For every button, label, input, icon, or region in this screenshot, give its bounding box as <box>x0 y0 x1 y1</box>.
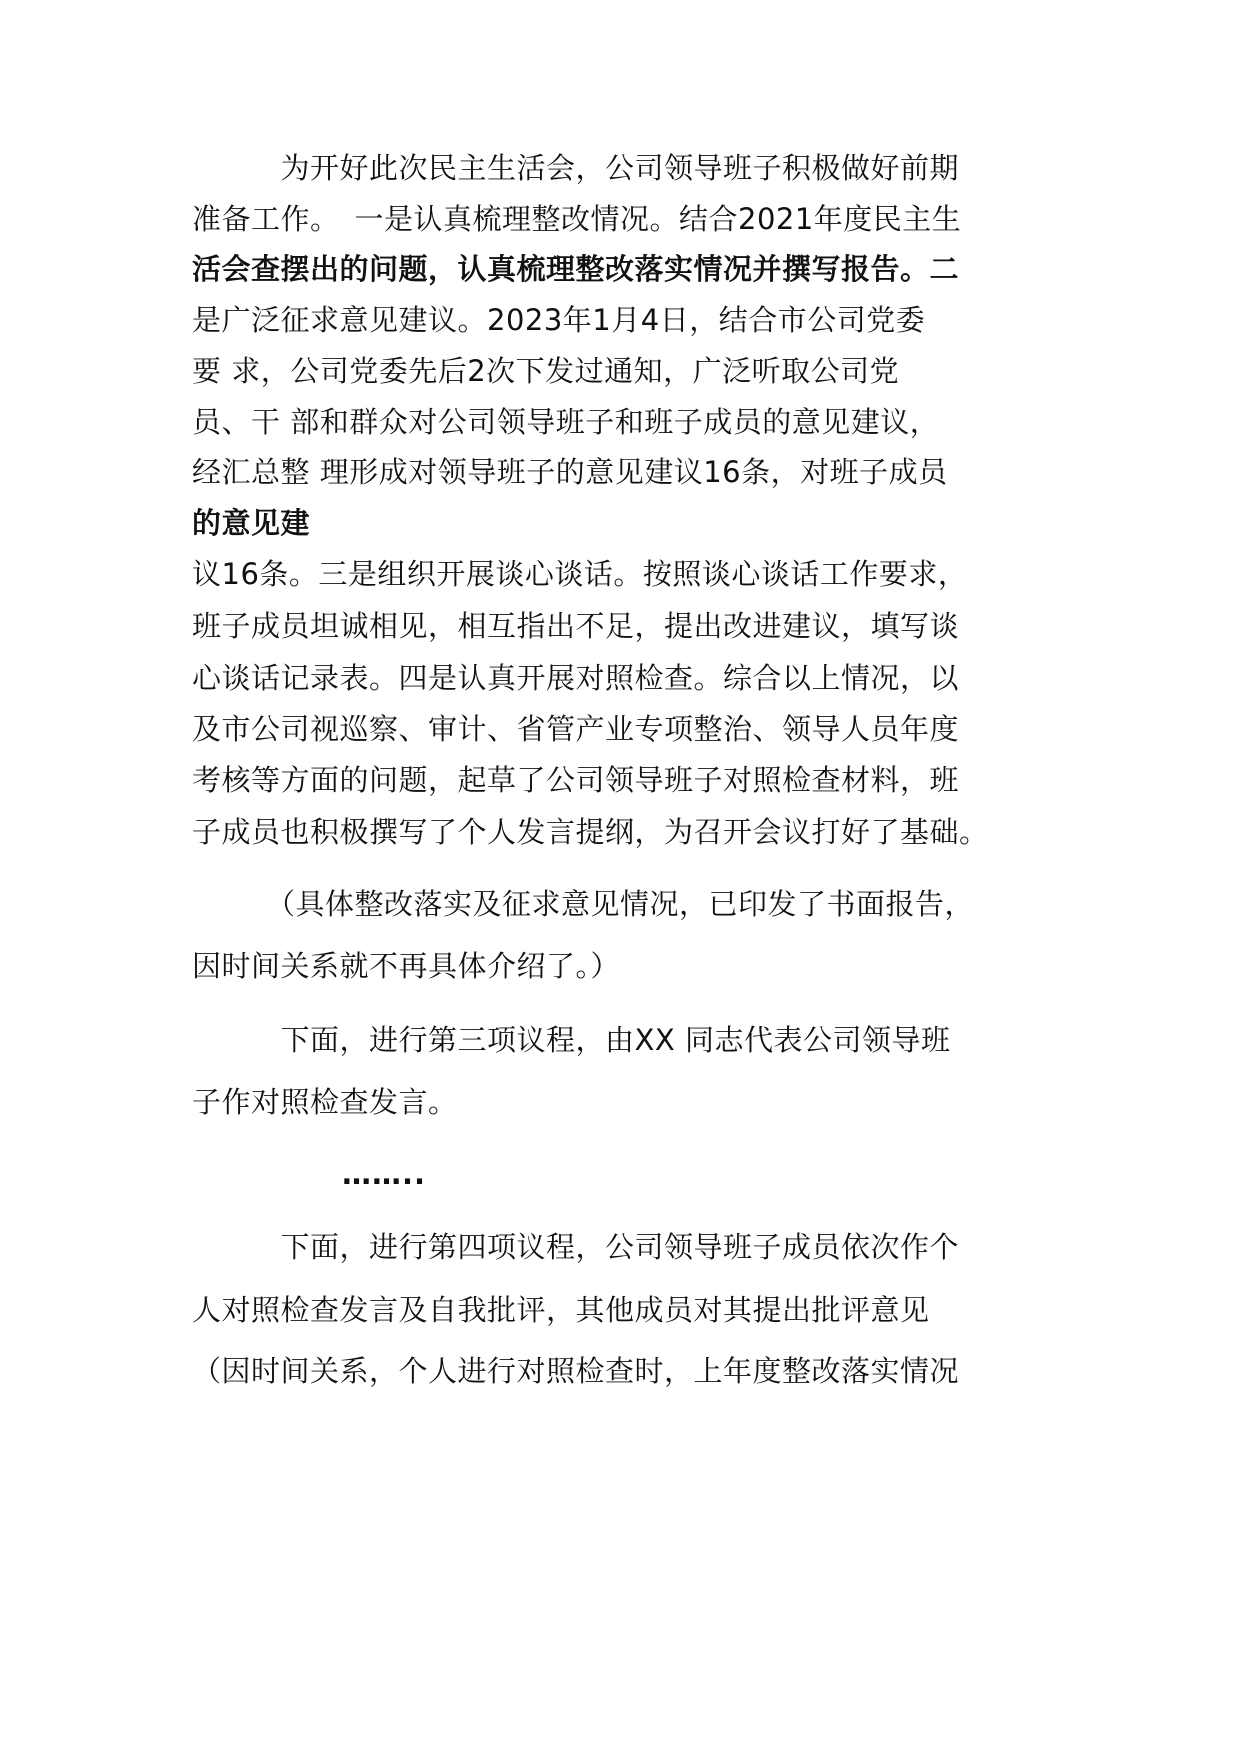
paragraph-line: 议16条。三是组织开展谈心谈话。按照谈心谈话工作要求， <box>192 557 968 591</box>
paragraph-line: 是广泛征求意见建议。2023年1月4日，结合市公司党委 <box>192 303 926 337</box>
paragraph-line: 为开好此次民主生活会，公司领导班子积极做好前期 <box>192 151 960 185</box>
paragraph-line: 下面，进行第四项议程，公司领导班子成员依次作个 <box>192 1230 960 1264</box>
paragraph-line: 的意见建 <box>192 506 311 540</box>
paragraph-line: 下面，进行第三项议程，由XX 同志代表公司领导班 <box>192 1023 951 1057</box>
paragraph-line: 班子成员坦诚相见，相互指出不足，提出改进建议，填写谈 <box>192 609 960 643</box>
paragraph-line: 子成员也积极撰写了个人发言提纲，为召开会议打好了基础。 <box>192 815 989 849</box>
paragraph-line: 活会查摆出的问题，认真梳理整改落实情况并撰写报告。二 <box>192 252 960 286</box>
ellipsis-marker: …….. <box>342 1157 427 1191</box>
paragraph-line: 因时间关系就不再具体介绍了。） <box>192 949 621 983</box>
paragraph-line: （具体整改落实及征求意见情况，已印发了书面报告， <box>192 887 975 921</box>
paragraph-line: 心谈话记录表。四是认真开展对照检查。综合以上情况，以 <box>192 661 960 695</box>
paragraph-line: 员、干 部和群众对公司领导班子和班子成员的意见建议， <box>192 405 940 439</box>
paragraph-line: 子作对照检查发言。 <box>192 1085 458 1119</box>
paragraph-line: 要 求，公司党委先后2次下发过通知，广泛听取公司党 <box>192 354 900 388</box>
paragraph-line: （因时间关系，个人进行对照检查时，上年度整改落实情况 <box>192 1354 960 1388</box>
paragraph-line: 人对照检查发言及自我批评，其他成员对其提出批评意见 <box>192 1293 930 1327</box>
paragraph-line: 及市公司视巡察、审计、省管产业专项整治、领导人员年度 <box>192 712 960 746</box>
paragraph-line: 考核等方面的问题，起草了公司领导班子对照检查材料，班 <box>192 763 960 797</box>
paragraph-line: 经汇总整 理形成对领导班子的意见建议16条，对班子成员 <box>192 455 948 489</box>
paragraph-line: 准备工作。 一是认真梳理整改情况。结合2021年度民主生 <box>192 202 962 236</box>
